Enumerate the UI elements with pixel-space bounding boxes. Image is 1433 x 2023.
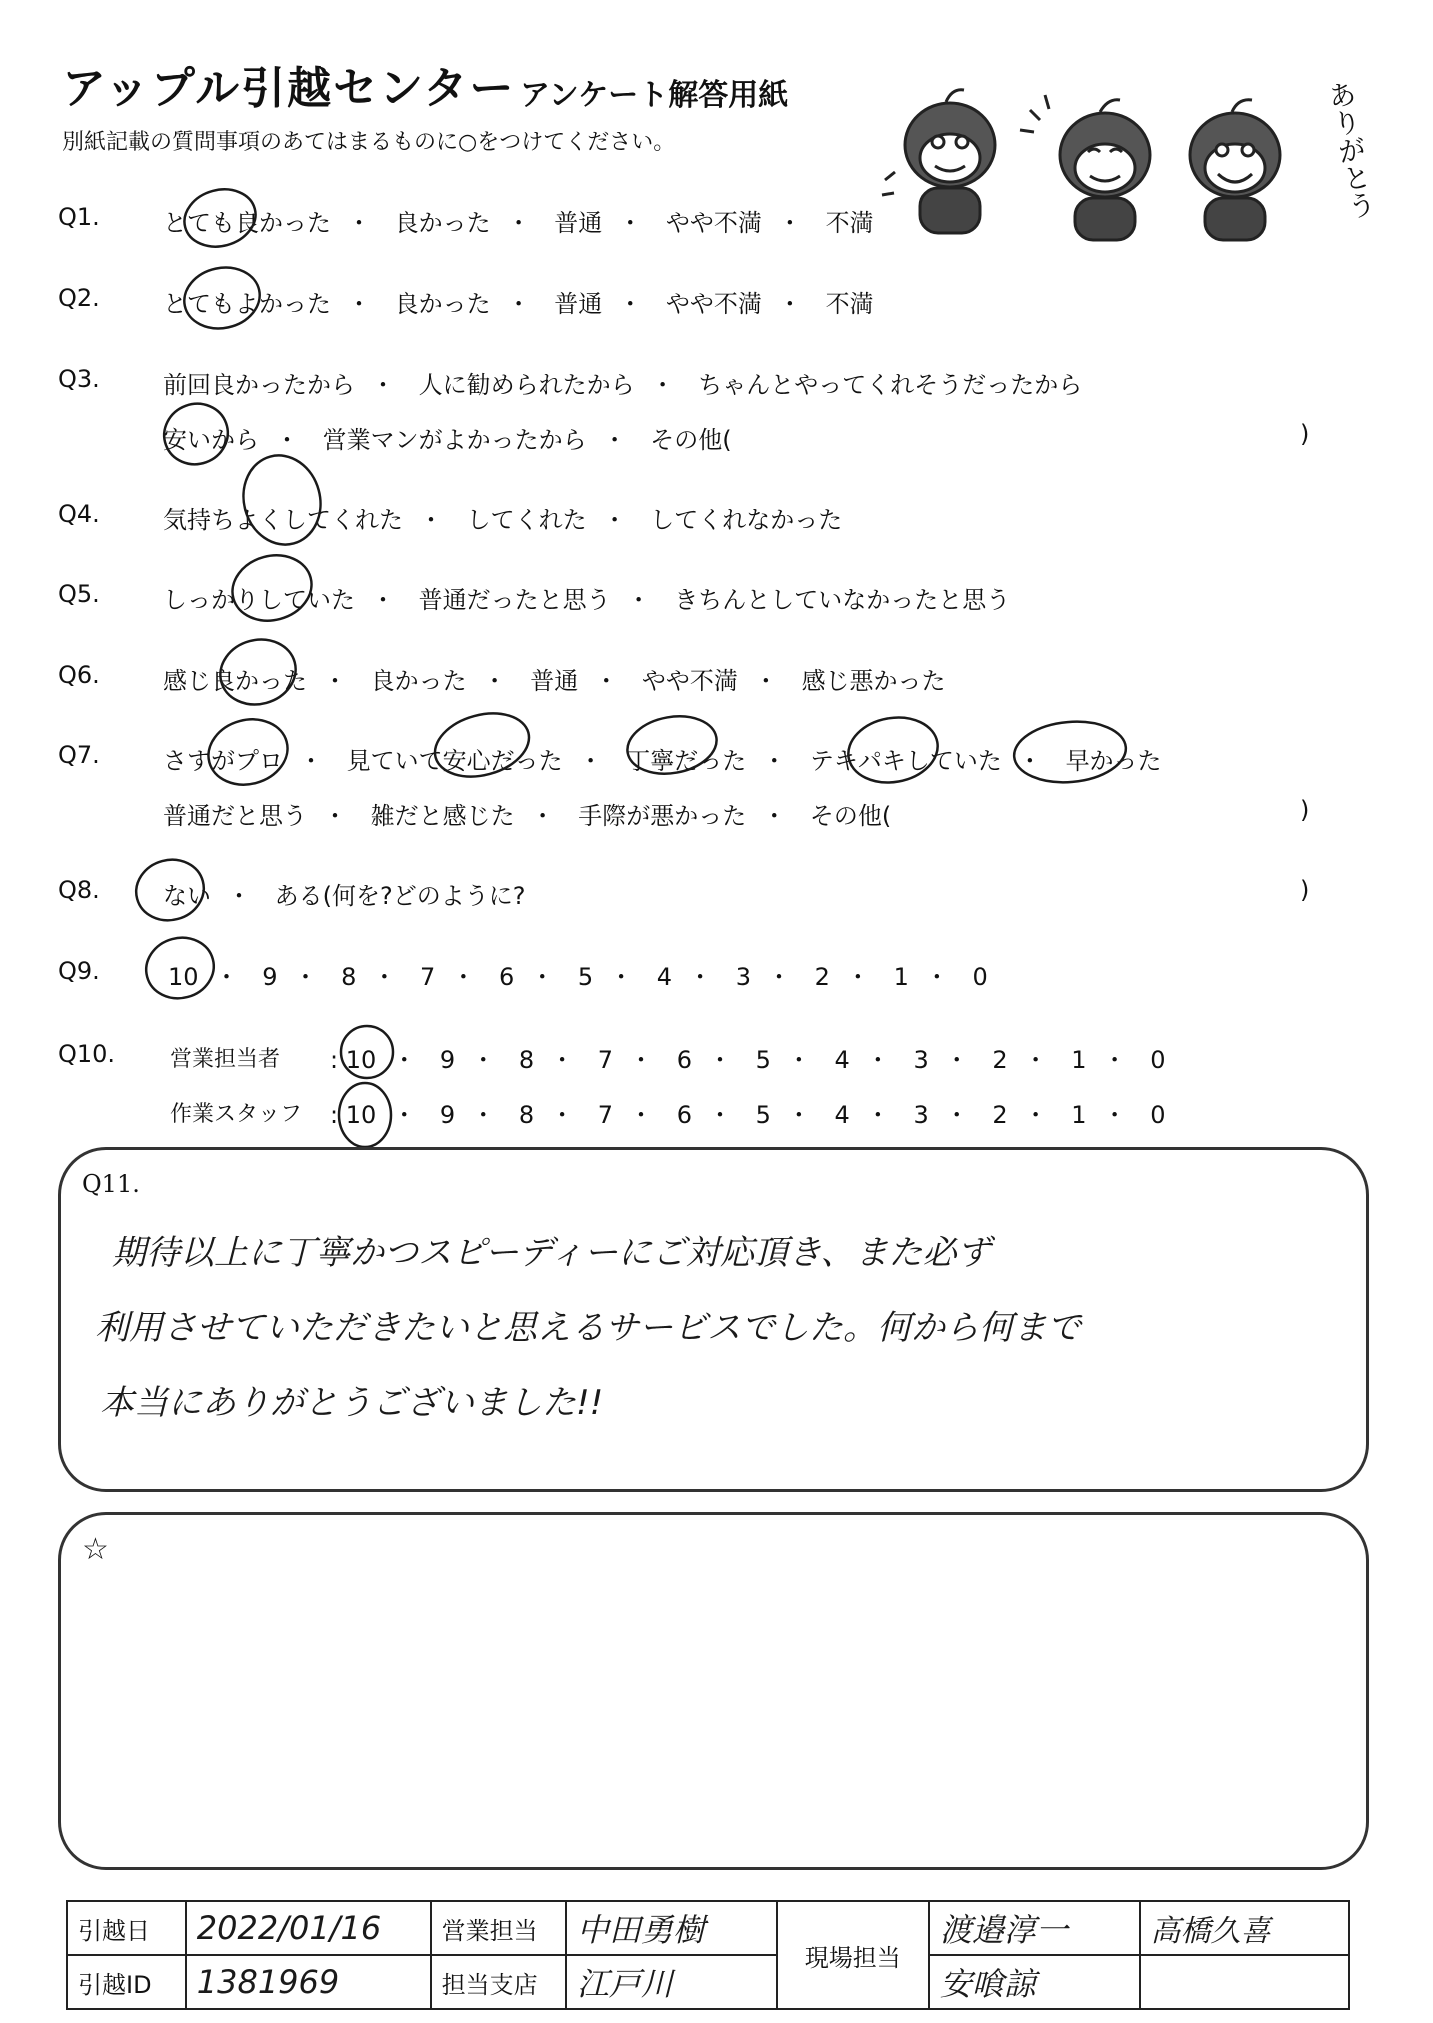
q5-option[interactable]: 普通だったと思う [418,586,611,614]
q9-scale: 10 ・ 9 ・ 8 ・ 7 ・ 6 ・ 5 ・ 4 ・ 3 ・ 2 ・ 1 ・ 0 [168,963,988,991]
q10-sales-scale: : 10 ・ 9 ・ 8 ・ 7 ・ 6 ・ 5 ・ 4 ・ 3 ・ 2 ・ 1 ・ 0 [330,1046,1166,1074]
q10-sales-score[interactable]: 2 [992,1046,1008,1074]
q9-score[interactable]: 1 [893,963,909,991]
q10-sales-score[interactable]: 4 [834,1046,850,1074]
q8-option[interactable]: ない [163,882,211,910]
site-value-1: 渡邉淳一 [929,1901,1140,1955]
q7-option[interactable]: 普通だと思う [163,802,307,830]
move-date-value: 2022/01/16 [186,1901,431,1955]
q3-option[interactable]: その他( [650,426,732,454]
q6-option[interactable]: やや不満 [641,667,738,695]
q7-options-row2: 普通だと思う ・ 雑だと感じた ・ 手際が悪かった ・ その他( [163,796,891,831]
q10-sales-score[interactable]: 7 [597,1046,614,1074]
q9-score[interactable]: 10 [168,963,199,991]
q10-sales-score[interactable]: 8 [518,1046,535,1074]
q5-option[interactable]: しっかりしていた [163,586,355,614]
branch-label: 担当支店 [431,1955,566,2009]
q6-label: Q6. [58,661,100,689]
q7-options: さすがプロ ・ 見ていて安心だった ・ 丁寧だった ・ テキパキしていた ・ 早かった [163,741,1162,776]
q6-option[interactable]: 良かった [370,667,467,695]
q4-options: 気持ちよくしてくれた ・ してくれた ・ してくれなかった [163,500,842,535]
mascot-text: ありがとう [1322,78,1379,222]
q7-circle-mark [201,711,295,794]
q1-options: とても良かった ・ 良かった ・ 普通 ・ やや不満 ・ 不満 [163,203,874,238]
q8-circle-mark [129,852,210,928]
q8-option[interactable]: ある(何を?どのように? [274,882,526,910]
q2-option[interactable]: 良かった [394,290,491,318]
move-id-value: 1381969 [186,1955,431,2009]
q6-circle-mark [213,631,303,712]
q11-label: Q11. [82,1170,140,1198]
site-label: 現場担当 [777,1901,929,2009]
q6-options: 感じ良かった ・ 良かった ・ 普通 ・ やや不満 ・ 感じ悪かった [163,661,946,696]
q6-option[interactable]: 感じ悪かった [801,667,946,695]
q3-option[interactable]: 安いから [163,426,259,454]
q7-circle-mark [843,711,943,790]
q3-option[interactable]: 前回良かったから [163,371,355,399]
q10-staff-score[interactable]: 10 [345,1101,377,1129]
q10-sales-label: 営業担当者 [170,1047,281,1072]
q11-handwritten-line: 本当にありがとうございました!! [100,1383,604,1423]
q3-options-row2: 安いから ・ 営業マンがよかったから ・ その他( [163,420,732,455]
branch-value: 江戸川 [566,1955,777,2009]
q5-label: Q5. [58,580,100,608]
q10-staff-score[interactable]: 6 [676,1101,692,1129]
q3-option[interactable]: ちゃんとやってくれそうだったから [698,371,1083,399]
q2-options: とてもよかった ・ 良かった ・ 普通 ・ やや不満 ・ 不満 [163,284,874,319]
q1-option[interactable]: やや不満 [665,209,762,237]
q3-option[interactable]: 営業マンがよかったから [322,426,587,454]
q9-score[interactable]: 6 [498,963,515,991]
sales-label: 営業担当 [431,1901,566,1955]
q10-staff-label: 作業スタッフ [170,1102,303,1127]
q1-label: Q1. [58,203,100,231]
q10-sales-score[interactable]: 10 [345,1046,377,1074]
q7-circle-mark [623,710,721,781]
q9-score[interactable]: 3 [735,963,751,991]
q9-score[interactable]: 0 [972,963,988,991]
q8-label: Q8. [58,876,100,904]
q7-option[interactable]: さすがプロ [163,747,283,775]
q3-circle-mark [156,395,237,473]
site-value-3: 高橋久喜 [1140,1901,1350,1955]
q2-option[interactable]: 不満 [825,290,874,318]
q10-sales-score[interactable]: 3 [913,1046,929,1074]
q9-circle-mark [139,930,220,1006]
q11-handwritten-line: 期待以上に丁寧かつスピーディーにご対応頂き、また必ず [112,1233,991,1273]
q2-circle-mark [179,261,266,335]
q10-sales-score[interactable]: 0 [1150,1046,1166,1074]
q4-circle-mark [234,447,331,554]
q3-options: 前回良かったから ・ 人に勧められたから ・ ちゃんとやってくれそうだったから [163,365,1082,400]
q4-option[interactable]: してくれなかった [650,506,843,534]
q10-sales-score[interactable]: 9 [439,1046,456,1074]
q7-close-paren: ) [1300,796,1310,824]
site-value-2: 安喰諒 [929,1955,1140,2009]
q10-label: Q10. [58,1040,116,1068]
q7-label: Q7. [58,741,100,769]
star-label: ☆ [82,1532,109,1567]
q9-score[interactable]: 5 [577,963,594,991]
q2-label: Q2. [58,284,100,312]
q2-option[interactable]: とてもよかった [163,290,331,318]
q7-option[interactable]: 丁寧だった [626,747,747,775]
q6-option[interactable]: 普通 [530,667,579,695]
q10-staff-circle-mark [339,1083,391,1147]
q7-circle-mark [1012,717,1129,787]
q1-option[interactable]: とても良かった [163,209,331,237]
q3-close-paren: ) [1300,420,1310,448]
q10-staff-score[interactable]: 3 [913,1101,929,1129]
extra-comment-box [58,1512,1369,1870]
q7-option[interactable]: テキパキしていた [809,747,1002,775]
q5-circle-mark [225,547,319,630]
q7-circle-mark [428,704,536,787]
site-empty-cell [1140,1955,1350,2009]
q5-options: しっかりしていた ・ 普通だったと思う ・ きちんとしていなかったと思う [163,580,1010,615]
q1-circle-mark [178,182,262,255]
q10-staff-score[interactable]: 8 [518,1101,535,1129]
q10-staff-score[interactable]: 2 [992,1101,1008,1129]
q10-staff-score[interactable]: 4 [834,1101,850,1129]
q2-option[interactable]: やや不満 [665,290,762,318]
q7-option[interactable]: 手際が悪かった [578,802,747,830]
q10-sales-circle-mark [341,1026,393,1078]
instruction-text: 別紙記載の質問事項のあてはまるものに○をつけてください。 [62,130,676,155]
q9-score[interactable]: 8 [341,963,357,991]
q10-staff-score[interactable]: 7 [597,1101,614,1129]
q10-sales-score[interactable]: 6 [676,1046,692,1074]
q7-option[interactable]: 早かった [1065,747,1162,775]
q10-staff-score[interactable]: 1 [1071,1101,1087,1129]
q1-option[interactable]: 普通 [554,209,603,237]
q7-option[interactable]: 雑だと感じた [370,802,515,830]
q7-option[interactable]: 見ていて安心だった [346,747,563,775]
q9-score[interactable]: 4 [656,963,673,991]
form-subtitle: アンケート解答用紙 [520,78,789,113]
q10-sales-score[interactable]: 5 [755,1046,771,1074]
form-title: アップル引越センター [62,63,516,114]
sales-value: 中田勇樹 [566,1901,777,1955]
q4-option[interactable]: 気持ちよくしてくれた [163,506,403,534]
q3-label: Q3. [58,365,100,393]
q6-option[interactable]: 感じ良かった [163,667,307,695]
q4-label: Q4. [58,500,100,528]
q4-option[interactable]: してくれた [466,506,587,534]
q5-option[interactable]: きちんとしていなかったと思う [674,586,1011,614]
q1-option[interactable]: 不満 [825,209,874,237]
q8-options: ない ・ ある(何を?どのように? [163,876,525,911]
move-id-label: 引越ID [67,1955,186,2009]
q10-staff-score[interactable]: 9 [439,1101,456,1129]
q10-staff-scale: : 10 ・ 9 ・ 8 ・ 7 ・ 6 ・ 5 ・ 4 ・ 3 ・ 2 ・ 1 ・ 0 [330,1101,1166,1129]
q10-staff-score[interactable]: 5 [755,1101,771,1129]
q8-close-paren: ) [1300,876,1310,904]
q1-option[interactable]: 良かった [394,209,491,237]
q10-staff-score[interactable]: 0 [1150,1101,1166,1129]
q11-handwritten-line: 利用させていただきたいと思えるサービスでした。何から何まで [95,1308,1081,1348]
q7-option[interactable]: その他( [809,802,892,830]
q10-sales-score[interactable]: 1 [1071,1046,1087,1074]
q9-score[interactable]: 7 [420,963,436,991]
q9-score[interactable]: 9 [262,963,278,991]
q9-label: Q9. [58,957,100,985]
q9-score[interactable]: 2 [814,963,830,991]
q3-option[interactable]: 人に勧められたから [418,371,635,399]
q2-option[interactable]: 普通 [554,290,603,318]
move-date-label: 引越日 [67,1901,186,1955]
footer-info-table [66,1900,1350,2010]
